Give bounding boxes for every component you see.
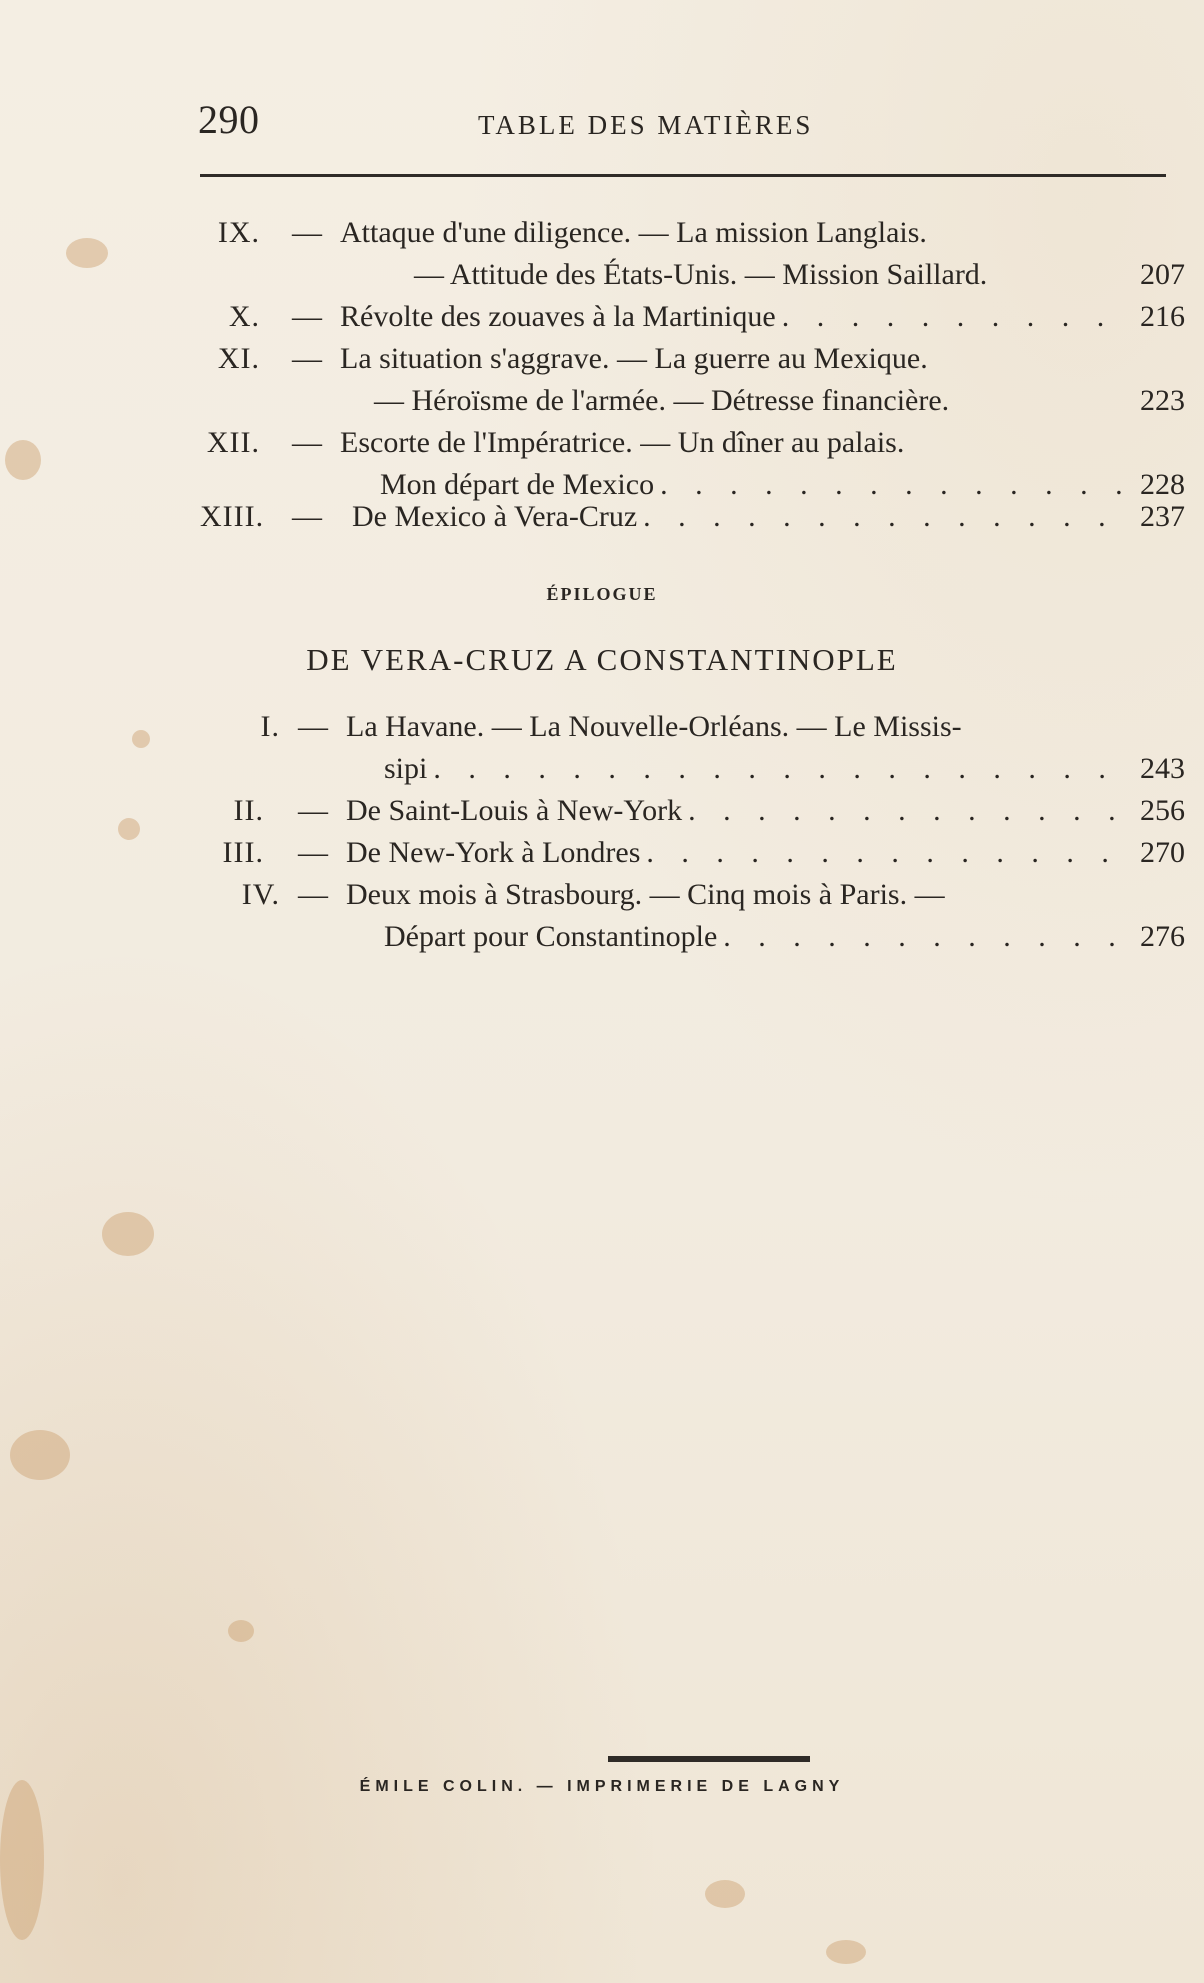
chapter-title: Révolte des zouaves à la Martinique xyxy=(340,300,776,333)
toc-entry xyxy=(200,496,1185,538)
toc-entry xyxy=(200,296,1185,338)
foxing-spot xyxy=(102,1212,154,1256)
toc-line xyxy=(346,832,1185,874)
foxing-spot xyxy=(826,1940,866,1964)
dash-separator: — xyxy=(292,426,322,459)
foxing-spot xyxy=(118,818,140,840)
chapter-numeral: X. xyxy=(228,300,260,333)
toc-entry xyxy=(200,832,1185,874)
toc-line xyxy=(346,790,1185,832)
foxing-spot xyxy=(705,1880,745,1908)
chapter-title-cont: Mon départ de Mexico xyxy=(380,468,655,501)
chapter-title-cont: — Attitude des États-Unis. — Mission Saillard. xyxy=(414,258,988,291)
chapter-title: Deux mois à Strasbourg. — Cinq mois à Paris. — xyxy=(346,878,945,911)
page-ref: 207 xyxy=(1140,258,1185,291)
page-ref: 228 xyxy=(1140,468,1185,501)
chapter-numeral: XIII. xyxy=(200,500,265,533)
leader-dots xyxy=(688,790,1127,832)
toc-line xyxy=(374,380,1185,422)
dash-separator: — xyxy=(298,794,328,827)
chapter-title-cont: sipi xyxy=(384,752,428,785)
toc-entry xyxy=(200,790,1185,832)
leader-dots xyxy=(782,296,1127,338)
toc-line xyxy=(340,296,1185,338)
dash-separator: — xyxy=(292,342,322,375)
dash-separator: — xyxy=(298,836,328,869)
chapter-title-cont: — Héroïsme de l'armée. — Détresse financière. xyxy=(374,384,950,417)
toc-line xyxy=(414,254,1185,296)
chapter-numeral: II. xyxy=(233,794,264,827)
imprint-rule xyxy=(608,1756,810,1762)
leader-dots xyxy=(643,496,1127,538)
leader-dots xyxy=(433,748,1127,790)
chapter-numeral: XI. xyxy=(217,342,260,375)
page-ref: 243 xyxy=(1140,752,1185,785)
toc-line xyxy=(384,748,1185,790)
dash-separator: — xyxy=(292,500,322,533)
printer-imprint: ÉMILE COLIN. — IMPRIMERIE DE LAGNY xyxy=(359,1778,845,1795)
toc-line xyxy=(384,916,1185,958)
foxing-spot xyxy=(66,238,108,268)
running-head: TABLE DES MATIÈRES xyxy=(478,110,814,140)
chapter-title: De Mexico à Vera-Cruz xyxy=(352,500,638,533)
chapter-numeral: I. xyxy=(260,710,280,743)
chapter-title: De New-York à Londres xyxy=(346,836,641,869)
chapter-numeral: IV. xyxy=(241,878,280,911)
chapter-title: Attaque d'une diligence. — La mission Langlais. xyxy=(340,216,927,249)
page-number: 290 xyxy=(198,97,260,142)
chapter-numeral: XII. xyxy=(206,426,260,459)
dash-separator: — xyxy=(292,300,322,333)
leader-dots xyxy=(646,832,1127,874)
foxing-spot xyxy=(10,1430,70,1480)
dash-separator: — xyxy=(298,878,328,911)
dash-separator: — xyxy=(292,216,322,249)
chapter-title: De Saint-Louis à New-York xyxy=(346,794,683,827)
leader-dots xyxy=(723,916,1127,958)
page-ref: 216 xyxy=(1140,300,1185,333)
chapter-title: La situation s'aggrave. — La guerre au Mexique. xyxy=(340,342,928,375)
foxing-spot xyxy=(0,1780,44,1940)
section-title: DE VERA-CRUZ A CONSTANTINOPLE xyxy=(306,642,898,677)
chapter-title: Escorte de l'Impératrice. — Un dîner au palais. xyxy=(340,426,905,459)
toc-line xyxy=(352,496,1185,538)
chapter-numeral: III. xyxy=(222,836,264,869)
toc-entry xyxy=(200,338,1185,422)
header-rule xyxy=(200,174,1166,177)
toc-entry xyxy=(200,422,1185,506)
chapter-title-cont: Départ pour Constantinople xyxy=(384,920,718,953)
dash-separator: — xyxy=(298,710,328,743)
page-ref: 256 xyxy=(1140,794,1185,827)
page-ref: 270 xyxy=(1140,836,1185,869)
page-ref: 276 xyxy=(1140,920,1185,953)
foxing-spot xyxy=(5,440,41,480)
foxing-spot xyxy=(132,730,150,748)
chapter-title: La Havane. — La Nouvelle-Orléans. — Le Missis- xyxy=(346,710,962,743)
epilogue-label: ÉPILOGUE xyxy=(546,584,658,604)
page-ref: 237 xyxy=(1140,500,1185,533)
chapter-numeral: IX. xyxy=(217,216,260,249)
foxing-spot xyxy=(228,1620,254,1642)
toc-entry xyxy=(200,706,1185,790)
page-ref: 223 xyxy=(1140,384,1185,417)
toc-entry xyxy=(200,212,1185,296)
toc-entry xyxy=(200,874,1185,958)
